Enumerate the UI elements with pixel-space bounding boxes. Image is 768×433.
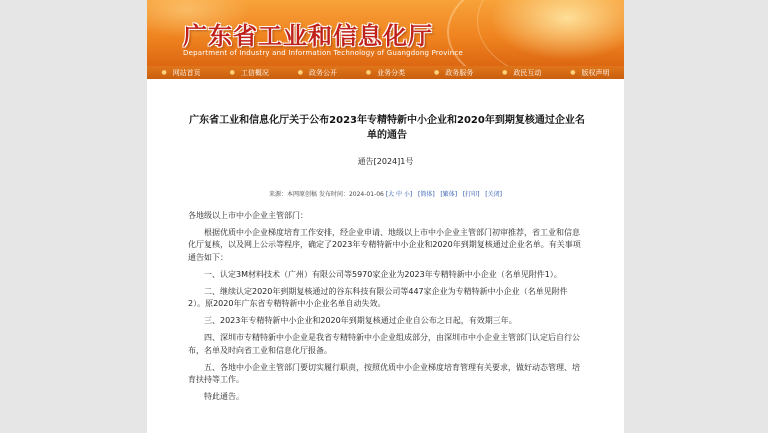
bullet-icon: ● bbox=[570, 69, 576, 76]
nav-item-label: 版权声明 bbox=[581, 68, 610, 77]
nav-item-label: 网站首页 bbox=[172, 68, 201, 77]
nav-item-label: 政务服务 bbox=[445, 68, 474, 77]
close-link[interactable]: [关闭] bbox=[485, 191, 502, 198]
nav-item-label: 业务分类 bbox=[377, 68, 406, 77]
nav-item-label: 政务公开 bbox=[308, 68, 337, 77]
paragraph-item-3: 三、2023年专精特新中小企业和2020年到期复核通过企业自公布之日起，有效期三年。 bbox=[204, 316, 517, 326]
main-nav bbox=[147, 66, 624, 79]
closing-line: 特此通告。 bbox=[204, 392, 244, 402]
salutation: 各地级以上市中小企业主管部门： bbox=[188, 211, 308, 220]
bullet-icon: ● bbox=[297, 69, 303, 76]
source-and-date: 来源：本网原创稿 发布时间：2024-01-06 bbox=[269, 191, 384, 198]
paragraph-item-2: 二、继续认定2020年到期复核通过的谷东科技有限公司等447家企业为专精特新中小企业（名单见附件2）。原2020年广东省专精特新中小企业名单自动失效。 bbox=[188, 286, 568, 309]
banner-decoration-2 bbox=[477, 0, 624, 66]
paragraph-item-5: 五、各地中小企业主管部门要切实履行职责，按照优质中小企业梯度培育管理有关要求，做好动态管理、培育扶持等工作。 bbox=[188, 362, 580, 385]
paragraph-item-4: 四、深圳市专精特新中小企业是我省专精特新中小企业组成部分，由深圳市中小企业主管部门认定后自行公布，名单及时向省工业和信息化厅报备。 bbox=[188, 333, 580, 355]
header-banner bbox=[147, 0, 624, 66]
nav-item-business[interactable] bbox=[351, 66, 419, 79]
bullet-icon: ● bbox=[502, 69, 508, 76]
nav-item-overview[interactable] bbox=[215, 66, 283, 79]
bullet-icon: ● bbox=[229, 69, 235, 76]
article-title: 广东省工业和信息化厅关于公布2023年专精特新中小企业和2020年到期复核通过企业名单的通告 bbox=[189, 115, 585, 141]
page bbox=[147, 0, 624, 433]
simplified-link[interactable]: [简体] bbox=[417, 191, 435, 198]
nav-item-services[interactable] bbox=[420, 66, 488, 79]
document-number: 通告[2024]1号 bbox=[357, 157, 414, 166]
site-subtitle: Department of Industry and Information Technology of Guangdong Province bbox=[183, 49, 463, 57]
font-size-switch[interactable]: [大 中 小] bbox=[385, 191, 413, 198]
bullet-icon: ● bbox=[161, 69, 167, 76]
paragraph-intro: 根据优质中小企业梯度培育工作安排，经企业申请、地级以上市中小企业主管部门初审推荐，省工业和信息化厅复核，以及网上公示等程序，确定了2023年专精特新中小企业和2020年到期复核通过企业名单。有关事项通告如下： bbox=[188, 228, 581, 262]
nav-item-label: 工信概况 bbox=[240, 68, 269, 77]
nav-item-interaction[interactable] bbox=[488, 66, 556, 79]
print-link[interactable]: [打印] bbox=[462, 191, 480, 198]
site-title: 广东省工业和信息化厅 bbox=[183, 22, 433, 50]
article-body bbox=[188, 210, 582, 408]
nav-item-home[interactable] bbox=[147, 66, 215, 79]
bullet-icon: ● bbox=[365, 69, 372, 76]
nav-item-copyright[interactable] bbox=[556, 66, 624, 79]
traditional-link[interactable]: [繁体] bbox=[440, 191, 458, 198]
bullet-icon: ● bbox=[434, 69, 440, 76]
article-meta bbox=[147, 189, 624, 198]
paragraph-item-1: 一、认定3M材料技术（广州）有限公司等5970家企业为2023年专精特新中小企业（名单见附件1）。 bbox=[204, 269, 562, 279]
nav-item-disclosure[interactable] bbox=[283, 66, 351, 79]
nav-item-label: 政民互动 bbox=[513, 68, 542, 77]
